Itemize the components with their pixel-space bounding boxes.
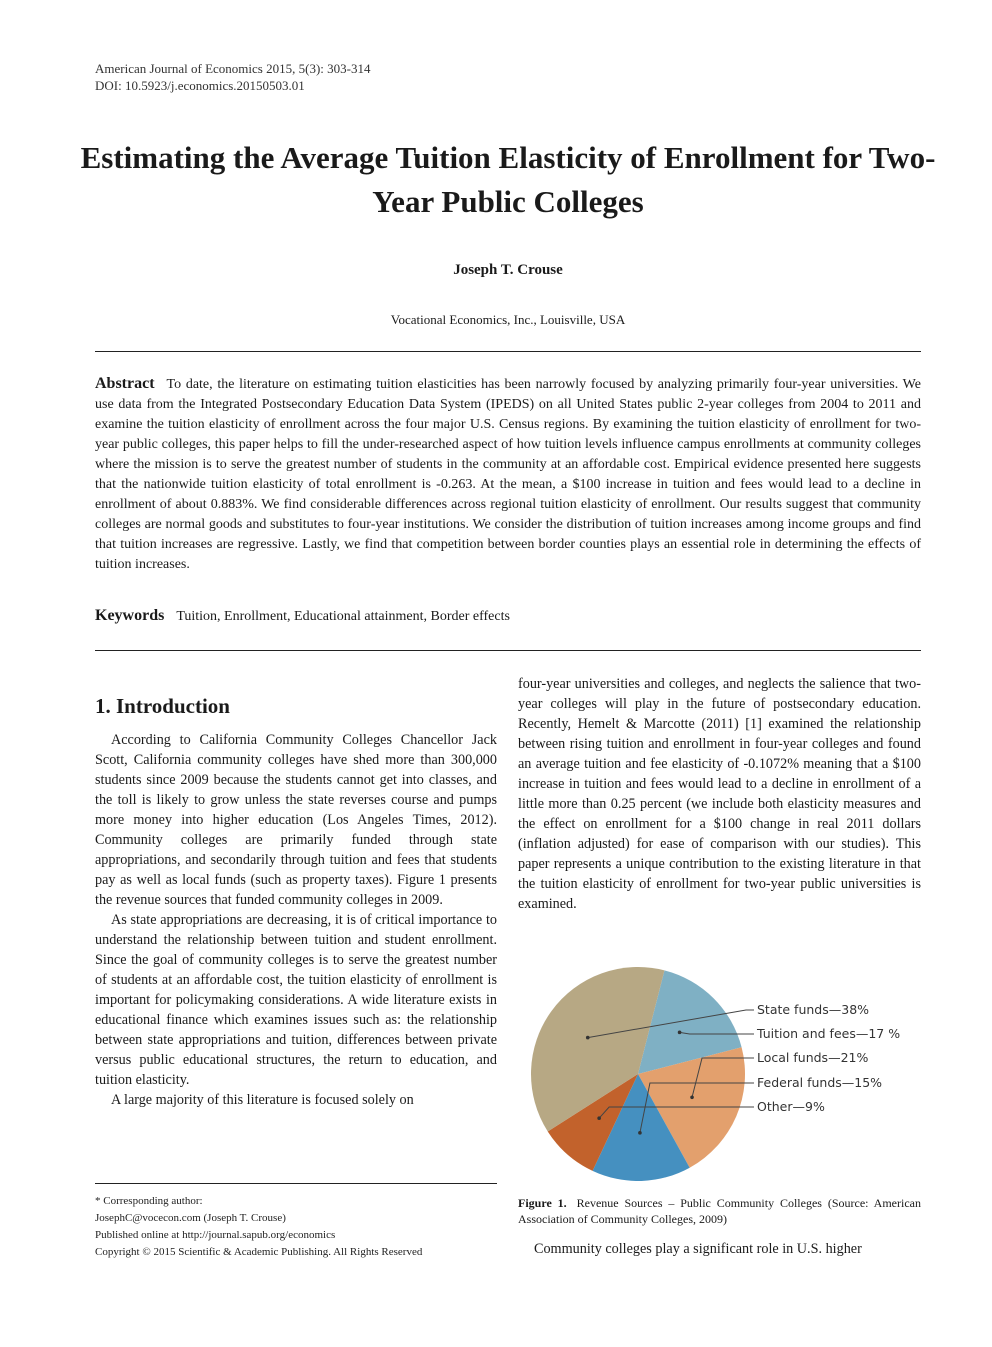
paper-title: Estimating the Average Tuition Elasticity of Enrollment for Two-Year Public Colleges xyxy=(80,140,936,219)
paragraph: Community colleges play a significant role in U.S. higher xyxy=(534,1241,862,1257)
leader-dot xyxy=(638,1131,642,1135)
leader-dot xyxy=(597,1116,601,1120)
affiliation: Vocational Economics, Inc., Louisville, USA xyxy=(390,312,626,327)
caption-text: Revenue Sources – Public Community Colleges (Source: American Association of Community Colleges, 2009) xyxy=(518,1196,921,1226)
figure-label: Figure 1. xyxy=(518,1196,567,1210)
paragraph: According to California Community Colleges Chancellor Jack Scott, California community colleges have shed more than 300,000 students since 2009 because the students cannot get into classes, and the toll is likely to grow unless the state reverses course and pumps more money into higher education (Los Angeles Times, 2012). Community colleges are primarily funded through state appropriations, and secondarily through tuition and fees that students pay as well as local funds (such as property taxes). Figure 1 presents the revenue sources that funded community colleges in 2009. xyxy=(95,732,497,908)
top-divider xyxy=(95,351,921,352)
author-name: Joseph T. Crouse xyxy=(453,262,563,278)
footnote-line: Published online at http://journal.sapub.org/economics xyxy=(95,1229,336,1241)
right-column xyxy=(518,674,921,914)
journal-header xyxy=(95,60,370,94)
legend-label: Tuition and fees—17 % xyxy=(757,1026,901,1041)
legend-label: Local funds—21% xyxy=(757,1050,869,1065)
section-heading: 1. Introduction xyxy=(95,694,230,718)
pie-chart xyxy=(518,962,921,1184)
footnote-email: JosephC@vocecon.com (Joseph T. Crouse) xyxy=(95,1212,286,1224)
leader-dot xyxy=(586,1036,590,1040)
paragraph: As state appropriations are decreasing, it is of critical importance to understand the relationship between tuition and student enrollment. Since the goal of community colleges is to serve the greatest number of students at an affordable cost, the tuition elasticity of enrollment is important for policymaking considerations. A wide literature exists in educational finance which examines issues such as: the relationship between state appropriations and tuition, differences between private versus public educational structures, the return to education, and tuition elasticity. xyxy=(95,912,497,1088)
footnote xyxy=(95,1193,422,1261)
paragraph: four-year universities and colleges, and neglects the salience that two-year colleges will play in the future of postsecondary education. Recently, Hemelt & Marcotte (2011) [1] examined the relationship between rising tuition and enrollment in four-year colleges and found an average tuition and fee elasticity of -0.1072% meaning that a $100 increase in tuition and fees would lead to a decline in enrollment of a little more than 0.25 percent (we include both elasticity measures and the effect on enrollment for a $100 change in real 2011 dollars (inflation adjusted) for ease of comparison with our studies). This paper represents a unique contribution to the existing literature in that the tuition elasticity of enrollment for two-year public universities is examined. xyxy=(518,676,921,912)
keywords xyxy=(95,606,921,627)
leader-dot xyxy=(690,1096,694,1100)
bottom-divider xyxy=(95,650,921,651)
footnote-copyright: Copyright © 2015 Scientific & Academic Publishing. All Rights Reserved xyxy=(95,1246,423,1258)
left-column xyxy=(95,730,497,1110)
doi: DOI: 10.5923/j.economics.20150503.01 xyxy=(95,78,305,93)
footnote-divider xyxy=(95,1183,497,1184)
keywords-text: Tuition, Enrollment, Educational attainment, Border effects xyxy=(176,609,510,624)
keywords-label: Keywords xyxy=(95,607,165,624)
leader-dot xyxy=(678,1031,682,1035)
abstract-text: To date, the literature on estimating tuition elasticities has been narrowly focused by analyzing primarily four-year universities. We use data from the Integrated Postsecondary Education Data System (IPEDS) on all United States public 2-year colleges from 2004 to 2011 and examine the tuition elasticity of enrollment across the four major U.S. Census regions. By examining the tuition elasticity of enrollment for two-year public colleges, this paper helps to fill the under-researched aspect of how tuition levels influence campus enrollments at community colleges where the mission is to serve the greatest number of students in the community at an affordable cost. Empirical evidence presented here suggests that the nationwide tuition elasticity of total enrollment is -0.263. At the mean, a $100 increase in tuition and fees would lead to a decline in enrollment of about 0.883%. We find considerable differences across regional tuition elasticity of enrollment. Our results suggest that community colleges are normal goods and substitutes to four-year institutions. We consider the distribution of tuition increases among income groups and find that tuition increases are regressive. Lastly, we find that competition between border counties plays an essential role in determining the effects of tuition increases. xyxy=(95,377,921,572)
abstract-label: Abstract xyxy=(95,375,155,392)
figure-caption xyxy=(518,1195,921,1227)
footnote-line: * Corresponding author: xyxy=(95,1195,203,1207)
legend-label: Other—9% xyxy=(757,1099,825,1114)
legend-label: State funds—38% xyxy=(757,1002,870,1017)
legend-label: Federal funds—15% xyxy=(757,1075,883,1090)
paragraph: A large majority of this literature is focused solely on xyxy=(111,1092,414,1108)
abstract xyxy=(95,374,921,575)
journal-citation: American Journal of Economics 2015, 5(3): 303-314 xyxy=(95,61,371,76)
